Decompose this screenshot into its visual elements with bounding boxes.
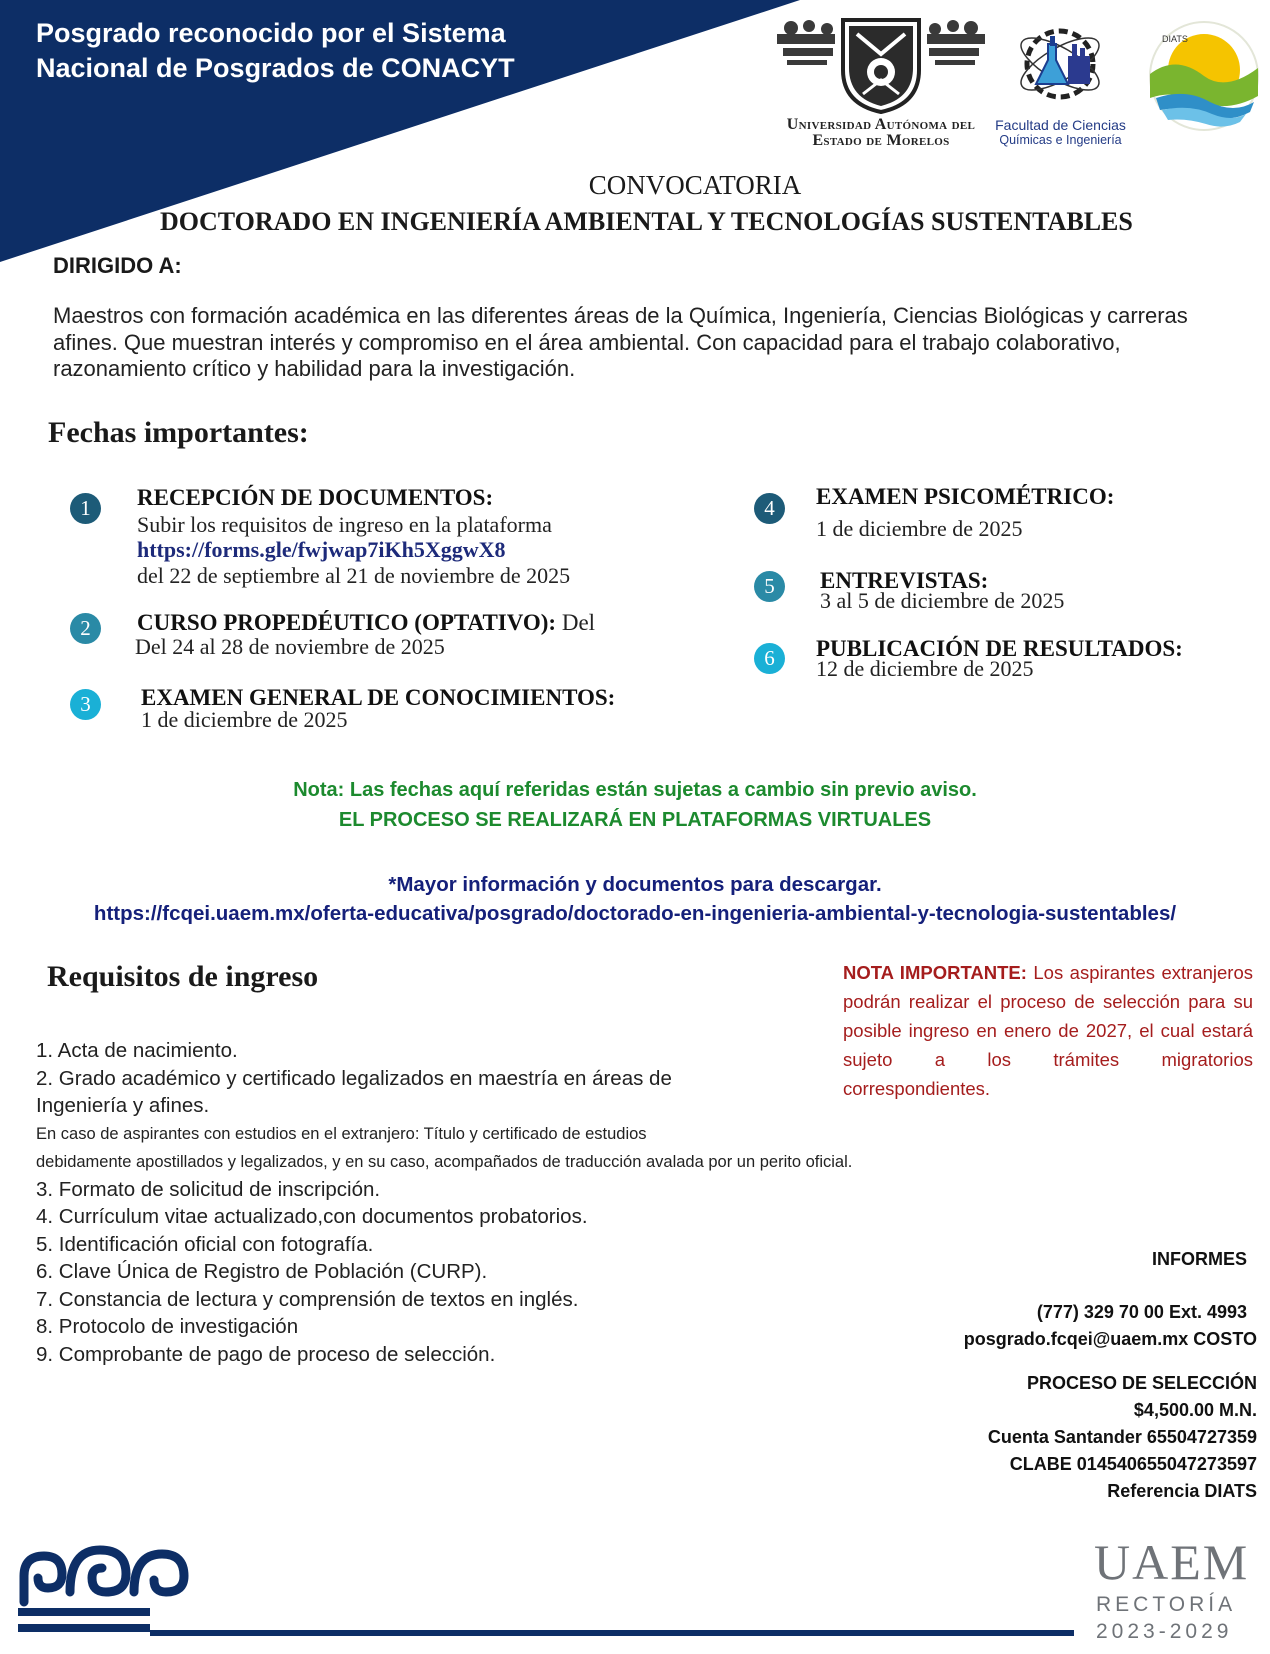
step-1-number-badge: 1: [70, 493, 101, 524]
fcqei-logo-caption: [988, 117, 1133, 148]
costo-block: [988, 1370, 1257, 1505]
banner-line-2: Nacional de Posgrados de CONACYT: [36, 53, 515, 83]
diats-logo: [1136, 14, 1266, 134]
informes-block: [964, 1246, 1257, 1353]
contact-phone: (777) 329 70 00 Ext. 4993: [1036, 1302, 1247, 1322]
dates-disclaimer: Nota: Las fechas aquí referidas están sujetas a cambio sin previo aviso.: [293, 779, 977, 801]
requisito-item-continued: Ingeniería y afines.: [36, 1094, 210, 1117]
step-3-dates: 1 de diciembre de 2025: [141, 707, 348, 732]
diats-logo-label: DIATS: [1162, 34, 1188, 44]
registration-form-link[interactable]: https://forms.gle/fwjwap7iKh5XggwX8: [137, 537, 506, 562]
requisito-item: 2. Grado académico y certificado legalizados en maestría en áreas de: [36, 1066, 672, 1090]
step-4-number-badge: 4: [754, 493, 785, 524]
virtual-process-notice: EL PROCESO SE REALIZARÁ EN PLATAFORMAS VIRTUALES: [338, 809, 932, 831]
step-2-number-badge: 2: [70, 613, 101, 644]
requisito-item: 7. Constancia de lectura y comprensión de textos en inglés.: [36, 1287, 579, 1311]
step-2-title: CURSO PROPEDÉUTICO (OPTATIVO):: [137, 610, 557, 635]
step-3-number-badge: 3: [70, 689, 101, 720]
uaem-crest-logo: [777, 14, 985, 114]
fcqei-logo: [1010, 14, 1110, 114]
requisito-foreign-note: En caso de aspirantes con estudios en el extranjero: Título y certificado de estudios: [36, 1124, 647, 1143]
step-4-title: EXAMEN PSICOMÉTRICO:: [816, 484, 1115, 509]
uaem-caption-line-2: Estado de Morelos: [812, 132, 950, 149]
step-5-dates: 3 al 5 de diciembre de 2025: [820, 588, 1065, 613]
program-info-link[interactable]: https://fcqei.uaem.mx/oferta-educativa/posgrado/doctorado-en-ingenieria-ambiental-y-tecnologia-sustentables/: [93, 902, 1177, 925]
step-1-title: RECEPCIÓN DE DOCUMENTOS:: [137, 485, 494, 510]
costo-amount: $4,500.00 M.N.: [1133, 1400, 1257, 1420]
step-1-dates: del 22 de septiembre al 21 de noviembre de 2025: [137, 563, 571, 588]
step-1-instruction: Subir los requisitos de ingreso en la plataforma: [137, 512, 552, 537]
bank-account: Cuenta Santander 65504727359: [987, 1427, 1257, 1447]
fcqei-caption-line-2: Químicas e Ingeniería: [999, 133, 1122, 147]
dirigido-heading: DIRIGIDO A:: [53, 253, 182, 278]
requisito-item: 4. Currículum vitae actualizado,con documentos probatorios.: [36, 1205, 588, 1228]
step-2-title-row: [137, 610, 595, 636]
step-2-dates: Del 24 al 28 de noviembre de 2025: [135, 634, 445, 659]
requisito-item: 1. Acta de nacimiento.: [36, 1039, 238, 1062]
nota-importante-label: NOTA IMPORTANTE:: [843, 962, 1027, 983]
requisito-item: 8. Protocolo de investigación: [36, 1315, 299, 1338]
requisito-item: 5. Identificación oficial con fotografía.: [36, 1232, 374, 1256]
footer-swirl-ornament: [14, 1532, 1074, 1640]
informes-heading: INFORMES: [1151, 1249, 1247, 1269]
dirigido-description: Maestros con formación académica en las diferentes áreas de la Química, Ingeniería, Ciencias Biológicas y carreras afines. Que muestran interés y compromiso en el área ambiental. Con capacidad para el trabajo colaborativo, razonamiento crítico y habilidad para la investigación.: [53, 303, 1188, 381]
requisito-item: 9. Comprobante de pago de proceso de selección.: [36, 1342, 496, 1366]
fechas-heading: Fechas importantes:: [48, 416, 309, 449]
uaem-caption-line-1: Universidad Autónoma del: [786, 116, 976, 133]
step-5-title: ENTREVISTAS:: [820, 568, 989, 593]
rectoria-years: 2023-2029: [1096, 1620, 1233, 1643]
step-5-number-badge: 5: [754, 571, 785, 602]
step-2-title-suffix: Del: [556, 610, 596, 635]
requisitos-list: [36, 1037, 853, 1368]
step-6-title: PUBLICACIÓN DE RESULTADOS:: [816, 636, 1183, 661]
rectoria-label: RECTORÍA: [1096, 1593, 1237, 1616]
payment-reference: Referencia DIATS: [1107, 1481, 1257, 1501]
requisito-item: 6. Clave Única de Registro de Población (CURP).: [36, 1260, 488, 1283]
step-4-dates: 1 de diciembre de 2025: [816, 516, 1023, 541]
costo-label: PROCESO DE SELECCIÓN: [1026, 1373, 1257, 1393]
fcqei-caption-line-1: Facultad de Ciencias: [995, 117, 1126, 133]
contact-email[interactable]: posgrado.fcqei@uaem.mx COSTO: [963, 1329, 1257, 1349]
nota-importante-text: Los aspirantes extranjeros podrán realizar el proceso de selección para su posible ingreso en enero de 2027, el cual estará sujeto a los trámites migratorios correspondientes.: [843, 962, 1253, 1099]
convocatoria-title: CONVOCATORIA: [588, 170, 802, 200]
step-6-dates: 12 de diciembre de 2025: [816, 656, 1034, 681]
step-3-title: EXAMEN GENERAL DE CONOCIMIENTOS:: [141, 685, 616, 710]
requisitos-heading: Requisitos de ingreso: [47, 960, 319, 993]
conacyt-banner: [36, 16, 515, 86]
requisito-foreign-note: debidamente apostillados y legalizados, y en su caso, acompañados de traducción avalada por un perito oficial.: [36, 1152, 853, 1171]
more-info-label: *Mayor información y documentos para descargar.: [388, 873, 882, 896]
uaem-wordmark: UAEM: [1094, 1534, 1250, 1590]
program-title: DOCTORADO EN INGENIERÍA AMBIENTAL Y TECNOLOGÍAS SUSTENTABLES: [160, 207, 1133, 236]
requisito-item: 3. Formato de solicitud de inscripción.: [36, 1177, 381, 1201]
banner-line-1: Posgrado reconocido por el Sistema: [36, 18, 506, 48]
step-6-number-badge: 6: [754, 643, 785, 674]
uaem-logo-caption: [775, 117, 987, 149]
bank-clabe: CLABE 014540655047273597: [1009, 1454, 1257, 1474]
foreign-applicants-note: [843, 958, 1253, 1103]
